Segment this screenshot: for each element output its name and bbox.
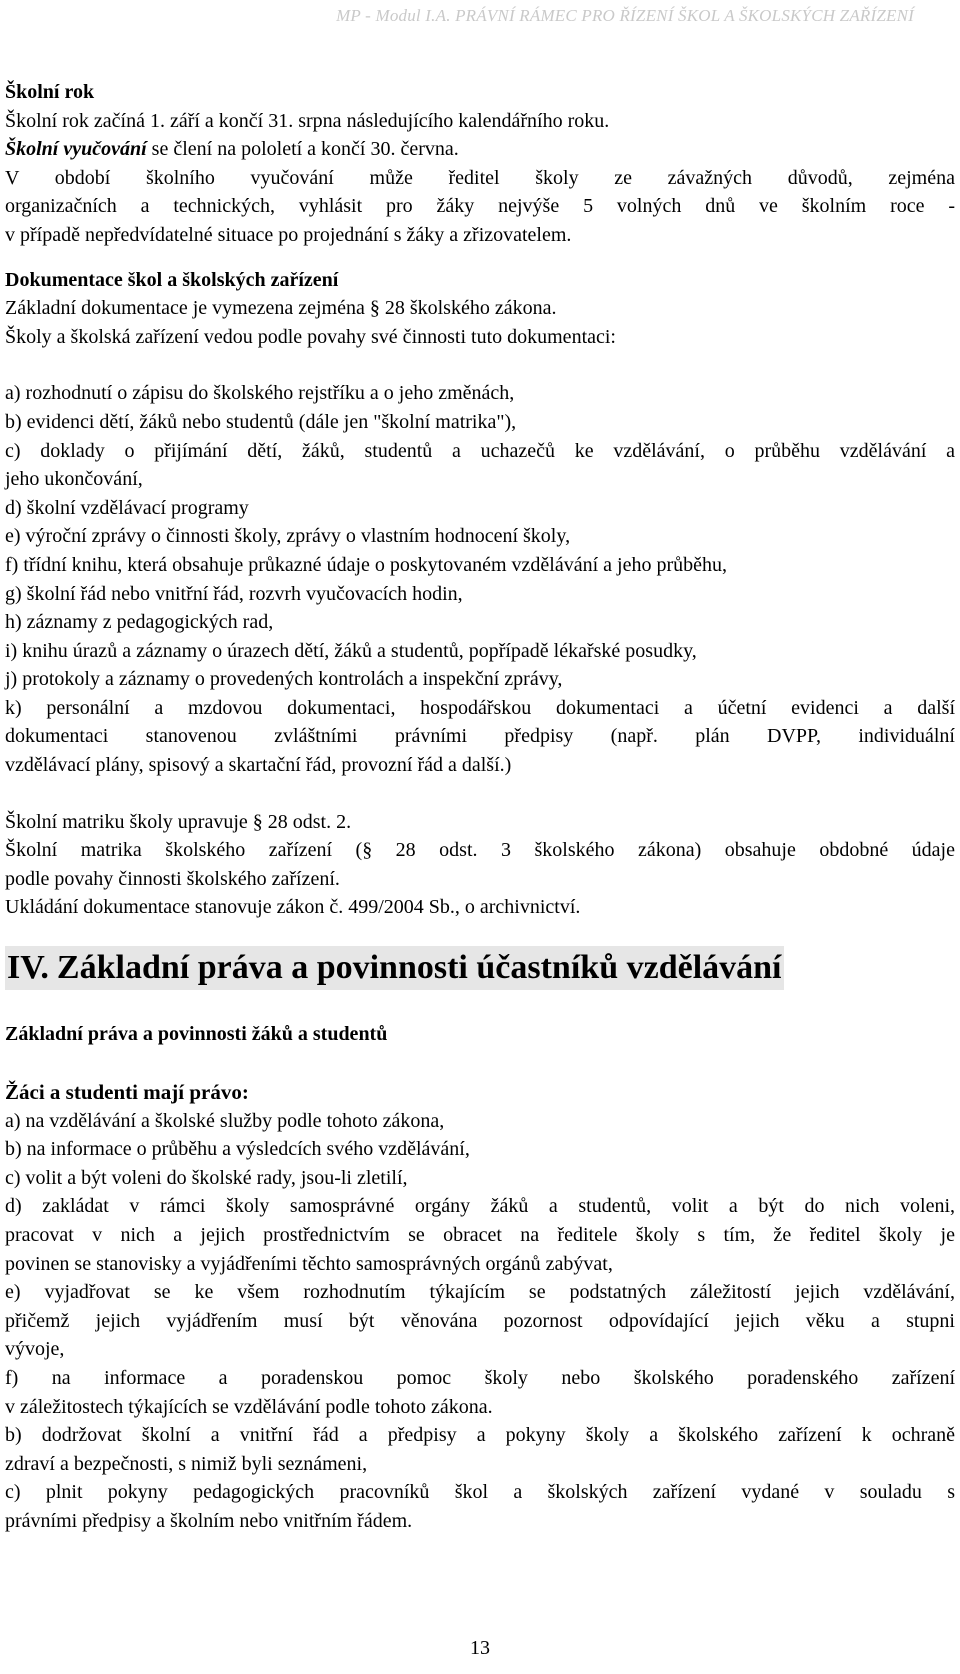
heading-prava: Základní práva a povinnosti žáků a studentů	[5, 1023, 388, 1046]
page-number: 13	[470, 1637, 490, 1659]
list-item-line: právními předpisy a školním nebo vnitřním řádem.	[5, 1509, 413, 1532]
list-item: j) protokoly a záznamy o provedených kontrolách a inspekční zprávy,	[5, 668, 563, 691]
list-item	[5, 1364, 955, 1421]
list-item	[5, 694, 955, 780]
matrika-line-2: Školní matrika školského zařízení (§ 28 odst. 3 školského zákona) obsahuje obdobné údaje	[5, 839, 955, 862]
list-item: c) volit a být voleni do školské rady, jsou-li zletilí,	[5, 1166, 408, 1189]
list-item	[5, 1478, 955, 1535]
list-item	[5, 1278, 955, 1364]
chapter-number: IV.	[7, 949, 49, 987]
list-item: i) knihu úrazů a záznamy o úrazech dětí, žáků a studentů, popřípadě lékařské posudky,	[5, 639, 697, 662]
chapter-title: Základní práva a povinnosti účastníků vzdělávání	[56, 949, 782, 987]
list-item-line: b) dodržovat školní a vnitřní řád a předpisy a pokyny školy a školského zařízení k ochraně	[5, 1424, 955, 1447]
list-item-line: d) zakládat v rámci školy samosprávné orgány žáků a studentů, volit a být do nich voleni,	[5, 1195, 955, 1218]
skolni-vyucovani-term: Školní vyučování	[5, 138, 147, 161]
list-item: h) záznamy z pedagogických rad,	[5, 611, 274, 634]
page-content	[5, 78, 955, 1536]
paragraph-line: V období školního vyučování může ředitel školy ze závažných důvodů, zejména	[5, 166, 955, 189]
list-item-line: f) na informace a poradenskou pomoc školy nebo školského poradenského zařízení	[5, 1366, 955, 1389]
list-item-line: k) personální a mzdovou dokumentaci, hospodářskou dokumentaci a účetní evidenci a další	[5, 696, 955, 719]
matrika-line-1: Školní matriku školy upravuje § 28 odst. 2.	[5, 810, 352, 833]
list-item-line: pracovat v nich a jejich prostřednictvím se obracet na ředitele školy s tím, že ředitel školy je	[5, 1224, 955, 1246]
heading-dokumentace: Dokumentace škol a školských zařízení	[5, 268, 339, 291]
paragraph-line: v případě nepředvídatelné situace po projednání s žáky a zřizovatelem.	[5, 223, 572, 246]
heading-skolni-rok: Školní rok	[5, 81, 95, 103]
list-item-line: c) doklady o přijímání dětí, žáků, studentů a uchazečů ke vzdělávání, o průběhu vzdělávání a	[5, 439, 955, 462]
running-header: MP - Modul I.A. PRÁVNÍ RÁMEC PRO ŘÍZENÍ ŠKOL A ŠKOLSKÝCH ZAŘÍZENÍ	[336, 6, 914, 25]
list-item: f) třídní knihu, která obsahuje průkazné údaje o poskytovaném vzdělávání a jeho průběhu,	[5, 553, 727, 576]
matrika-line-3: podle povahy činnosti školského zařízení.	[5, 867, 340, 890]
list-item: a) na vzdělávání a školské služby podle tohoto zákona,	[5, 1109, 445, 1132]
list-item-line: jeho ukončování,	[5, 468, 143, 491]
dokumentace-line-2: Školy a školská zařízení vedou podle povahy své činnosti tuto dokumentaci:	[5, 325, 616, 348]
subheading-maji-pravo: Žáci a studenti mají právo:	[5, 1079, 249, 1104]
list-item-line: zdraví a bezpečnosti, s nimiž byli seznámeni,	[5, 1452, 368, 1475]
volne-dny-paragraph	[5, 164, 955, 250]
list-item-line: e) vyjadřovat se ke všem rozhodnutím týkajícím se podstatných záležitostí jejich vzdělávání,	[5, 1281, 955, 1304]
chapter-heading	[5, 946, 784, 990]
paragraph-line: organizačních a technických, vyhlásit pro žáky nejvýše 5 volných dnů ve školním roce -	[5, 195, 955, 218]
list-item	[5, 1421, 955, 1478]
list-item-line: povinen se stanovisky a vyjádřeními těchto samosprávných orgánů zabývat,	[5, 1252, 613, 1275]
skolni-rok-line-2	[5, 135, 955, 164]
list-item: g) školní řád nebo vnitřní řád, rozvrh vyučovacích hodin,	[5, 582, 463, 605]
list-item: a) rozhodnutí o zápisu do školského rejstříku a o jeho změnách,	[5, 382, 515, 405]
archiv-line: Ukládání dokumentace stanovuje zákon č. 499/2004 Sb., o archivnictví.	[5, 896, 581, 919]
list-item-line: v záležitostech týkajících se vzdělávání podle tohoto zákona.	[5, 1395, 493, 1418]
list-item-line: vzdělávací plány, spisový a skartační řád, provozní řád a další.)	[5, 754, 512, 777]
list-item-line: přičemž jejich vyjádřením musí být věnována pozornost odpovídající jejich věku a stupni	[5, 1309, 955, 1332]
prava-list	[5, 1107, 955, 1536]
list-item: b) evidenci dětí, žáků nebo studentů (dále jen "školní matrika"),	[5, 410, 517, 433]
dokumentace-list	[5, 379, 955, 779]
list-item-line: dokumentaci stanovenou zvláštními právními předpisy (např. plán DVPP, individuální	[5, 725, 955, 748]
list-item-line: vývoje,	[5, 1338, 65, 1361]
list-item: d) školní vzdělávací programy	[5, 496, 249, 519]
dokumentace-line-1: Základní dokumentace je vymezena zejména § 28 školského zákona.	[5, 297, 557, 320]
list-item: b) na informace o průběhu a výsledcích svého vzdělávání,	[5, 1138, 470, 1161]
list-item	[5, 1192, 955, 1278]
list-item-line: c) plnit pokyny pedagogických pracovníků škol a školských zařízení vydané v souladu s	[5, 1481, 955, 1504]
skolni-rok-line-1: Školní rok začíná 1. září a končí 31. srpna následujícího kalendářního roku.	[5, 109, 610, 132]
list-item: e) výroční zprávy o činnosti školy, zprávy o vlastním hodnocení školy,	[5, 525, 571, 548]
skolni-rok-line-2-rest: se člení na pololetí a končí 30. června.	[146, 138, 459, 161]
list-item	[5, 437, 955, 494]
